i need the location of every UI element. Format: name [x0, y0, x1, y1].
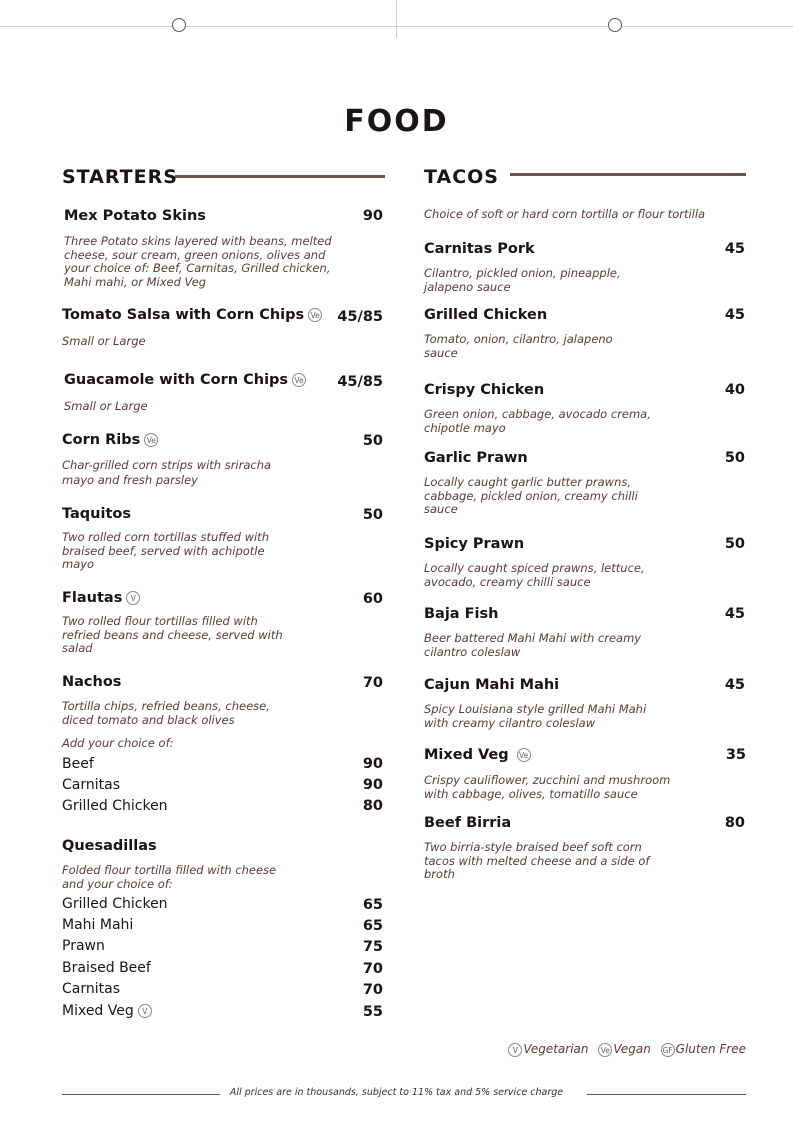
item-price: 80	[724, 815, 745, 831]
item-price: 45	[724, 241, 745, 257]
vegetarian-icon: V	[138, 1004, 152, 1018]
starters-heading: STARTERS	[62, 166, 178, 188]
item-name: Baja Fish	[424, 606, 499, 622]
option-price: 65	[362, 897, 383, 913]
item-description: Two birria-style braised beef soft corn tacos with melted cheese and a side of broth	[424, 840, 650, 881]
item-price: 50	[362, 507, 383, 523]
option-price: 70	[362, 982, 383, 998]
item-name: Guacamole with Corn Chips Ve	[64, 372, 306, 388]
item-description: Locally caught spiced prawns, lettuce, avocado, creamy chilli sauce	[424, 561, 645, 589]
option-name: Beef	[62, 756, 94, 772]
item-description: Green onion, cabbage, avocado crema, chipotle mayo	[424, 407, 651, 435]
item-description: Small or Large	[64, 399, 148, 413]
legend-vegetarian: Vegetarian	[523, 1042, 589, 1056]
item-description: Small or Large	[62, 334, 146, 348]
item-description: Two rolled corn tortillas stuffed with braised beef, served with achipotle mayo	[62, 530, 269, 571]
item-description: Three Potato skins layered with beans, melted cheese, sour cream, green onions, olives and your choice of: Beef, Carnitas, Grilled chicken, Mahi mahi, or Mixed Veg	[64, 234, 332, 289]
item-price: 60	[362, 591, 383, 607]
gluten-free-icon: GF	[661, 1043, 675, 1057]
tacos-heading: TACOS	[424, 166, 499, 188]
item-name: Garlic Prawn	[424, 450, 528, 466]
option-price: 65	[362, 918, 383, 934]
vegan-icon: Ve	[308, 308, 322, 322]
tacos-rule	[510, 173, 746, 176]
item-description: Tortilla chips, refried beans, cheese, diced tomato and black olives	[62, 699, 270, 727]
item-name: Grilled Chicken	[424, 307, 548, 323]
option-name: Carnitas	[62, 777, 120, 793]
item-price: 50	[362, 433, 383, 449]
legend-gluten-free: Gluten Free	[675, 1042, 746, 1056]
item-description: Beer battered Mahi Mahi with creamy cilantro coleslaw	[424, 631, 642, 659]
item-description: Crispy cauliflower, zucchini and mushroom with cabbage, olives, tomatillo sauce	[424, 773, 671, 801]
dietary-legend	[502, 1042, 746, 1057]
item-price: 45	[724, 307, 745, 323]
item-price: 50	[724, 536, 745, 552]
item-price: 45	[724, 606, 745, 622]
page-title: FOOD	[344, 104, 449, 139]
item-name: Flautas V	[62, 590, 140, 606]
option-name: Prawn	[62, 938, 105, 954]
item-price: 45	[724, 677, 745, 693]
item-description: Cilantro, pickled onion, pineapple, jalapeno sauce	[424, 266, 621, 294]
item-name: Quesadillas	[62, 838, 157, 854]
option-price: 70	[362, 961, 383, 977]
option-price: 75	[362, 939, 383, 955]
option-price: 90	[362, 756, 383, 772]
option-name: Braised Beef	[62, 960, 151, 976]
item-name: Mixed Veg Ve	[424, 747, 531, 763]
option-name: Grilled Chicken	[62, 896, 168, 912]
item-name: Beef Birria	[424, 815, 512, 831]
vegan-icon: Ve	[292, 373, 306, 387]
vegan-icon: Ve	[598, 1043, 612, 1057]
item-description: Tomato, onion, cilantro, jalapeno sauce	[424, 332, 613, 360]
item-price: 90	[362, 208, 383, 224]
item-price: 50	[724, 450, 745, 466]
tacos-intro: Choice of soft or hard corn tortilla or flour tortilla	[424, 207, 706, 221]
option-name: Grilled Chicken	[62, 798, 168, 814]
add-choice-label: Add your choice of:	[62, 736, 174, 750]
item-name: Corn Ribs Ve	[62, 432, 158, 448]
item-description: Spicy Louisiana style grilled Mahi Mahi with creamy cilantro coleslaw	[424, 702, 647, 730]
item-name: Carnitas Pork	[424, 241, 535, 257]
item-price: 45/85	[337, 374, 383, 390]
punch-hole-icon	[172, 18, 186, 32]
item-price: 40	[724, 382, 745, 398]
option-price: 80	[362, 798, 383, 814]
item-name: Mex Potato Skins	[64, 208, 206, 224]
item-description: Char-grilled corn strips with sriracha mayo and fresh parsley	[62, 458, 272, 487]
item-price: 45/85	[337, 309, 383, 325]
option-name: Mahi Mahi	[62, 917, 134, 933]
item-description: Two rolled flour tortillas filled with refried beans and cheese, served with salad	[62, 614, 283, 655]
vegan-icon: Ve	[144, 433, 158, 447]
option-name: Carnitas	[62, 981, 120, 997]
item-name: Spicy Prawn	[424, 536, 525, 552]
option-name: Mixed Veg V	[62, 1003, 152, 1019]
item-name: Tomato Salsa with Corn Chips Ve	[62, 307, 322, 323]
item-name: Nachos	[62, 674, 122, 690]
option-price: 55	[362, 1004, 383, 1020]
item-price: 35	[725, 747, 746, 763]
starters-rule	[175, 175, 385, 178]
punch-hole-icon	[608, 18, 622, 32]
legend-vegan: Vegan	[613, 1042, 651, 1056]
vegetarian-icon: V	[508, 1043, 522, 1057]
vegan-icon: Ve	[517, 748, 531, 762]
item-name: Taquitos	[62, 506, 132, 522]
option-price: 90	[362, 777, 383, 793]
center-fold-line	[396, 0, 397, 38]
item-name: Cajun Mahi Mahi	[424, 677, 560, 693]
item-description: Folded flour tortilla filled with cheese and your choice of:	[62, 863, 277, 891]
item-price: 70	[362, 675, 383, 691]
footer-note: All prices are in thousands, subject to 11% tax and 5% service charge	[229, 1087, 564, 1098]
item-name: Crispy Chicken	[424, 382, 545, 398]
item-description: Locally caught garlic butter prawns, cabbage, pickled onion, creamy chilli sauce	[424, 475, 638, 516]
vegetarian-icon: V	[126, 591, 140, 605]
